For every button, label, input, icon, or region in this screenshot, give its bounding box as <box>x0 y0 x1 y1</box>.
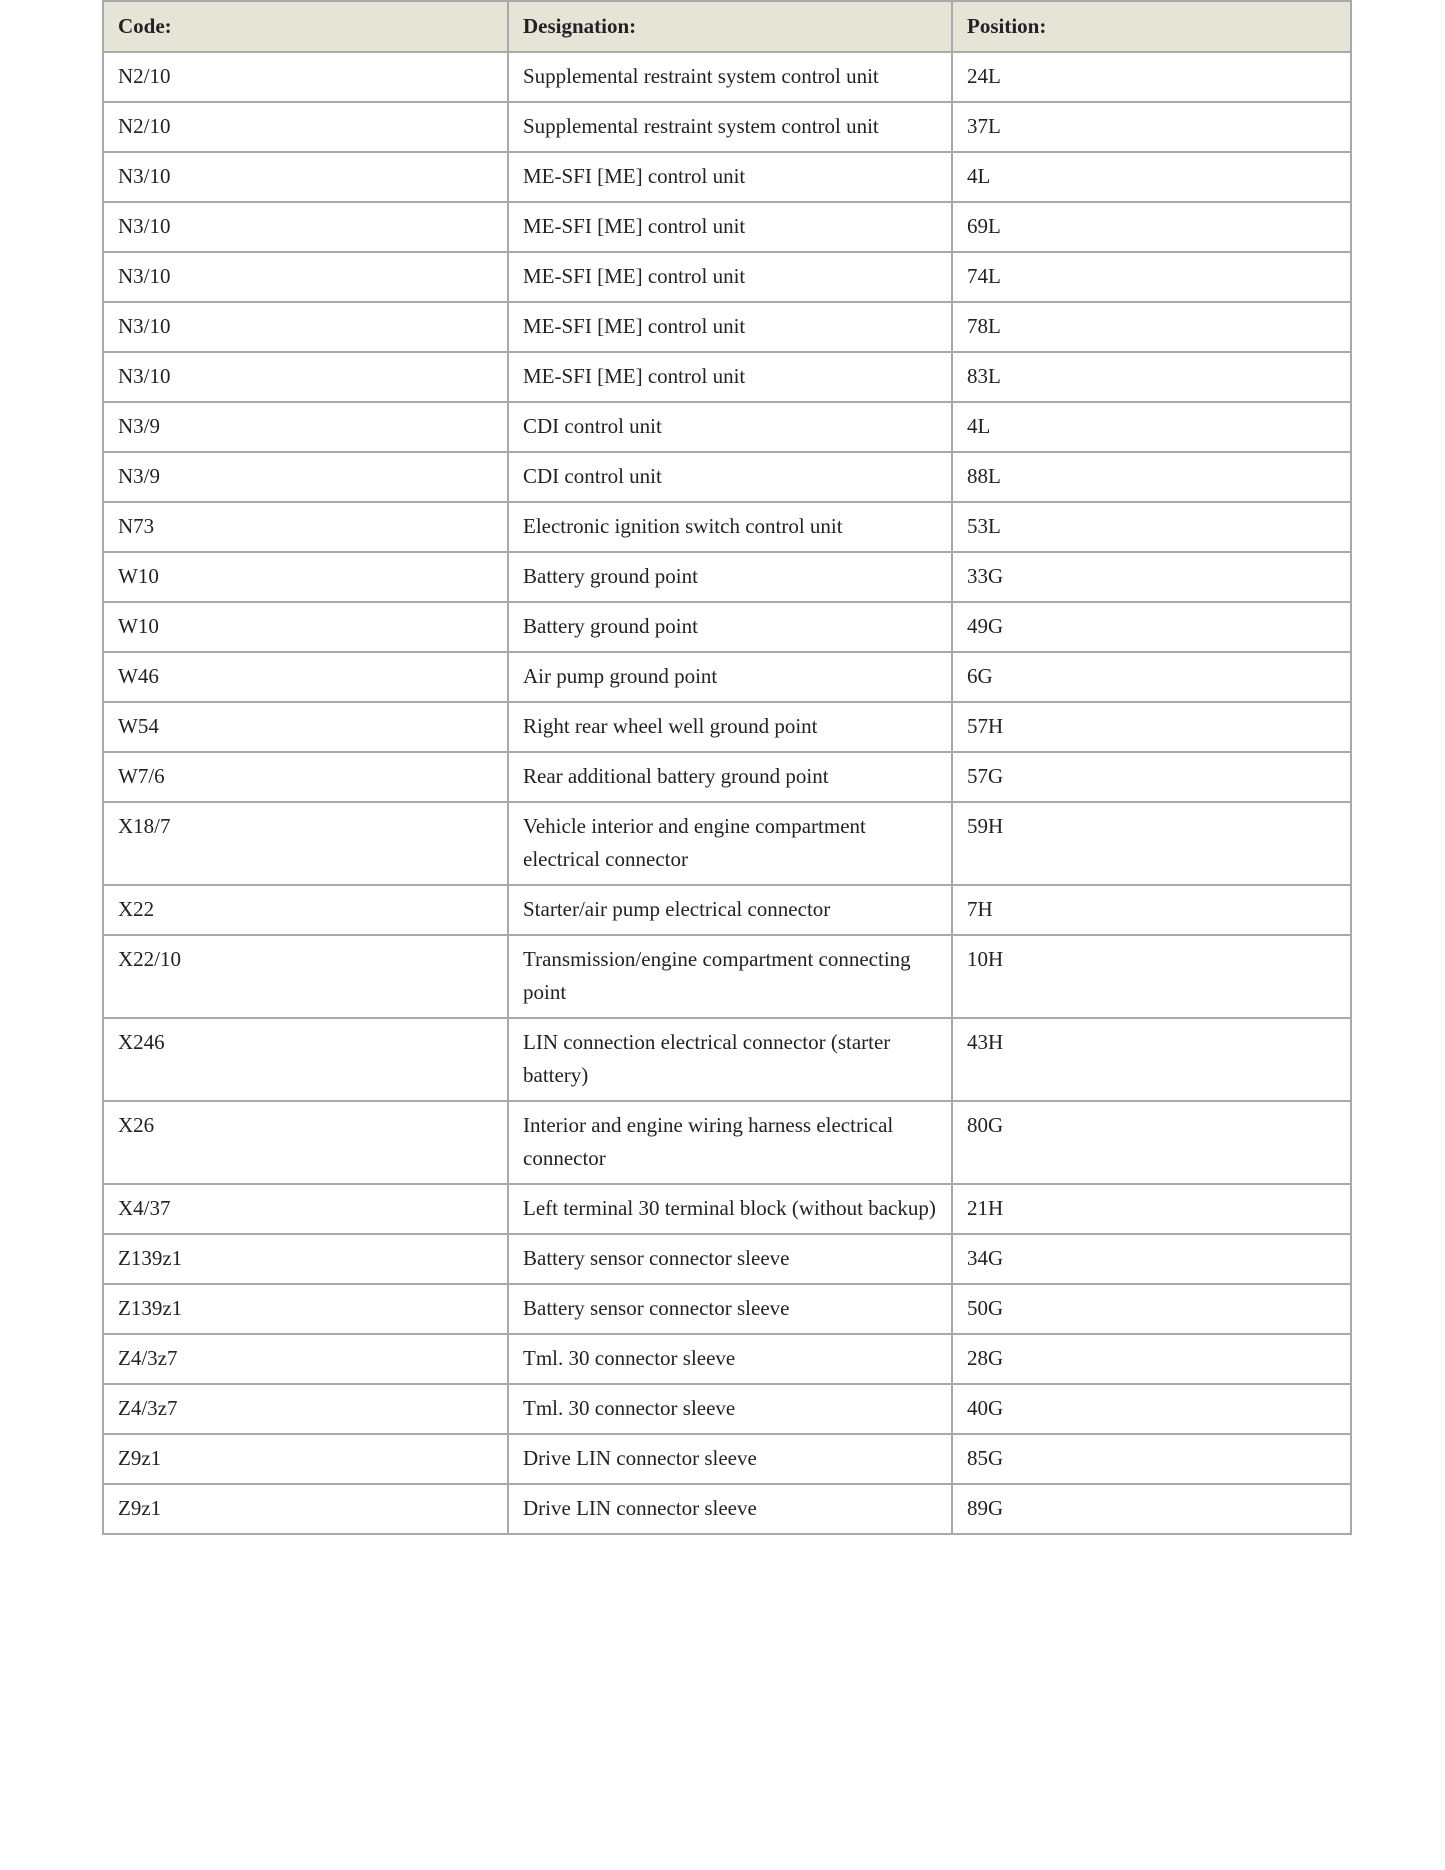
code-cell: N73 <box>103 502 508 552</box>
code-cell: W10 <box>103 602 508 652</box>
designation-cell: Drive LIN connector sleeve <box>508 1484 952 1534</box>
code-cell: Z4/3z7 <box>103 1334 508 1384</box>
position-cell: 83L <box>952 352 1351 402</box>
code-cell: X18/7 <box>103 802 508 885</box>
designation-cell: Battery ground point <box>508 552 952 602</box>
code-cell: W54 <box>103 702 508 752</box>
table-row <box>103 935 1351 1018</box>
position-cell: 6G <box>952 652 1351 702</box>
designation-cell: Starter/air pump electrical connector <box>508 885 952 935</box>
position-cell: 49G <box>952 602 1351 652</box>
designation-cell: ME-SFI [ME] control unit <box>508 202 952 252</box>
code-cell: W10 <box>103 552 508 602</box>
designation-cell: Left terminal 30 terminal block (without backup) <box>508 1184 952 1234</box>
designation-cell: ME-SFI [ME] control unit <box>508 352 952 402</box>
position-cell: 28G <box>952 1334 1351 1384</box>
designation-cell: Supplemental restraint system control unit <box>508 102 952 152</box>
position-cell: 80G <box>952 1101 1351 1184</box>
code-cell: X26 <box>103 1101 508 1184</box>
code-cell: N3/10 <box>103 202 508 252</box>
code-cell: X246 <box>103 1018 508 1101</box>
position-cell: 85G <box>952 1434 1351 1484</box>
position-cell: 24L <box>952 52 1351 102</box>
code-cell: Z139z1 <box>103 1284 508 1334</box>
code-cell: N3/10 <box>103 352 508 402</box>
table-row <box>103 452 1351 502</box>
table-row <box>103 52 1351 102</box>
code-cell: N3/10 <box>103 252 508 302</box>
table-row <box>103 1101 1351 1184</box>
table-row <box>103 1434 1351 1484</box>
table-row <box>103 885 1351 935</box>
table-row <box>103 102 1351 152</box>
table-row <box>103 802 1351 885</box>
code-cell: W7/6 <box>103 752 508 802</box>
column-header-code: Code: <box>103 1 508 52</box>
designation-cell: Right rear wheel well ground point <box>508 702 952 752</box>
table-row <box>103 1284 1351 1334</box>
position-cell: 78L <box>952 302 1351 352</box>
designation-cell: Supplemental restraint system control unit <box>508 52 952 102</box>
column-header-position: Position: <box>952 1 1351 52</box>
position-cell: 53L <box>952 502 1351 552</box>
table-body <box>103 52 1351 1534</box>
table-row <box>103 202 1351 252</box>
table-row <box>103 152 1351 202</box>
table-row <box>103 1334 1351 1384</box>
designation-cell: Interior and engine wiring harness electrical connector <box>508 1101 952 1184</box>
position-cell: 43H <box>952 1018 1351 1101</box>
designation-cell: LIN connection electrical connector (starter battery) <box>508 1018 952 1101</box>
designation-cell: Rear additional battery ground point <box>508 752 952 802</box>
designation-cell: CDI control unit <box>508 402 952 452</box>
designation-cell: Battery sensor connector sleeve <box>508 1234 952 1284</box>
designation-cell: Air pump ground point <box>508 652 952 702</box>
position-cell: 59H <box>952 802 1351 885</box>
table-row <box>103 302 1351 352</box>
position-cell: 88L <box>952 452 1351 502</box>
table-row <box>103 252 1351 302</box>
table-row <box>103 1384 1351 1434</box>
table-row <box>103 1234 1351 1284</box>
designation-cell: Battery sensor connector sleeve <box>508 1284 952 1334</box>
code-cell: N2/10 <box>103 102 508 152</box>
component-location-table <box>102 0 1352 1535</box>
designation-cell: Transmission/engine compartment connecting point <box>508 935 952 1018</box>
position-cell: 57G <box>952 752 1351 802</box>
designation-cell: Tml. 30 connector sleeve <box>508 1334 952 1384</box>
table-row <box>103 552 1351 602</box>
component-table-container <box>102 0 1350 1535</box>
code-cell: Z4/3z7 <box>103 1384 508 1434</box>
position-cell: 7H <box>952 885 1351 935</box>
position-cell: 4L <box>952 402 1351 452</box>
position-cell: 10H <box>952 935 1351 1018</box>
column-header-designation: Designation: <box>508 1 952 52</box>
designation-cell: ME-SFI [ME] control unit <box>508 252 952 302</box>
position-cell: 57H <box>952 702 1351 752</box>
table-row <box>103 752 1351 802</box>
table-row <box>103 1484 1351 1534</box>
table-header <box>103 1 1351 52</box>
position-cell: 37L <box>952 102 1351 152</box>
table-row <box>103 1184 1351 1234</box>
table-row <box>103 1018 1351 1101</box>
code-cell: N3/10 <box>103 152 508 202</box>
designation-cell: Electronic ignition switch control unit <box>508 502 952 552</box>
position-cell: 89G <box>952 1484 1351 1534</box>
code-cell: X22/10 <box>103 935 508 1018</box>
position-cell: 40G <box>952 1384 1351 1434</box>
position-cell: 74L <box>952 252 1351 302</box>
code-cell: N3/10 <box>103 302 508 352</box>
table-row <box>103 602 1351 652</box>
table-row <box>103 702 1351 752</box>
code-cell: Z9z1 <box>103 1484 508 1534</box>
position-cell: 21H <box>952 1184 1351 1234</box>
designation-cell: Battery ground point <box>508 602 952 652</box>
code-cell: W46 <box>103 652 508 702</box>
code-cell: N3/9 <box>103 452 508 502</box>
position-cell: 34G <box>952 1234 1351 1284</box>
code-cell: X4/37 <box>103 1184 508 1234</box>
code-cell: N3/9 <box>103 402 508 452</box>
position-cell: 4L <box>952 152 1351 202</box>
designation-cell: Tml. 30 connector sleeve <box>508 1384 952 1434</box>
code-cell: N2/10 <box>103 52 508 102</box>
code-cell: X22 <box>103 885 508 935</box>
table-row <box>103 652 1351 702</box>
designation-cell: ME-SFI [ME] control unit <box>508 302 952 352</box>
code-cell: Z139z1 <box>103 1234 508 1284</box>
position-cell: 50G <box>952 1284 1351 1334</box>
table-row <box>103 402 1351 452</box>
table-row <box>103 502 1351 552</box>
designation-cell: Drive LIN connector sleeve <box>508 1434 952 1484</box>
table-row <box>103 352 1351 402</box>
designation-cell: Vehicle interior and engine compartment electrical connector <box>508 802 952 885</box>
table-header-row <box>103 1 1351 52</box>
position-cell: 33G <box>952 552 1351 602</box>
designation-cell: CDI control unit <box>508 452 952 502</box>
designation-cell: ME-SFI [ME] control unit <box>508 152 952 202</box>
code-cell: Z9z1 <box>103 1434 508 1484</box>
position-cell: 69L <box>952 202 1351 252</box>
